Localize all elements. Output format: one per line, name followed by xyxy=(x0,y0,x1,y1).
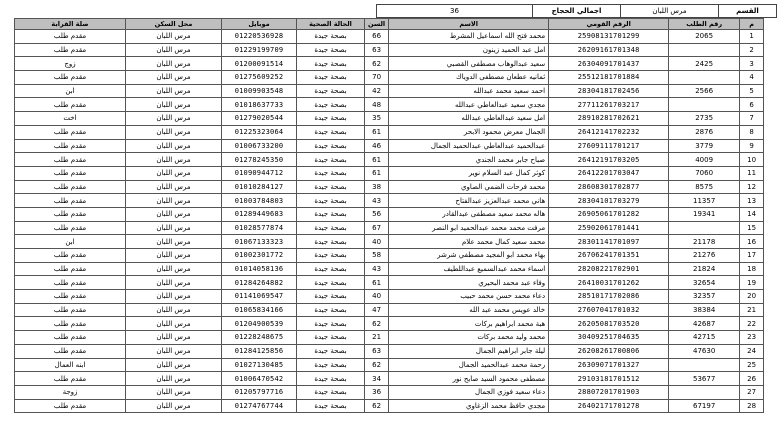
cell-national-id: 28304101703279 xyxy=(549,194,669,208)
cell-health: بصحة جيدة xyxy=(297,139,365,153)
cell-age: 35 xyxy=(365,112,389,126)
cell-mobile: 01006733200 xyxy=(222,139,297,153)
cell-national-id: 26412201703047 xyxy=(549,166,669,180)
cell-residence: مرس اللبان xyxy=(126,235,222,249)
cell-residence: مرس اللبان xyxy=(126,98,222,112)
cell-age: 61 xyxy=(365,166,389,180)
cell-residence: مرس اللبان xyxy=(126,84,222,98)
cell-national-id: 26304091701437 xyxy=(549,57,669,71)
cell-num: 4 xyxy=(740,71,764,85)
cell-request: 3779 xyxy=(669,139,740,153)
cell-relation: مقدم طلب xyxy=(15,262,126,276)
table-row xyxy=(15,98,764,112)
cell-name: عبدالحميد عبدالعاطي عبدالحميد الجمال xyxy=(389,139,549,153)
table-row xyxy=(15,30,764,44)
cell-relation: ابن xyxy=(15,235,126,249)
table-row xyxy=(15,180,764,194)
summary-bar xyxy=(376,4,777,18)
header-mobile: موبايل xyxy=(222,19,297,30)
table-row xyxy=(15,331,764,345)
dept-label: القسم xyxy=(718,5,776,17)
cell-residence: مرس اللبان xyxy=(126,139,222,153)
cell-health: بصحة جيدة xyxy=(297,372,365,386)
cell-age: 43 xyxy=(365,262,389,276)
dept-value: مرس اللبان xyxy=(620,5,718,17)
cell-age: 62 xyxy=(365,399,389,413)
cell-age: 34 xyxy=(365,372,389,386)
cell-age: 40 xyxy=(365,290,389,304)
cell-name: هاله محمد سعيد مصطفى عبدالقادر xyxy=(389,207,549,221)
cell-residence: مرس اللبان xyxy=(126,221,222,235)
cell-residence: مرس اللبان xyxy=(126,249,222,263)
cell-request: 47630 xyxy=(669,344,740,358)
cell-mobile: 01002301772 xyxy=(222,249,297,263)
cell-mobile: 01090944712 xyxy=(222,166,297,180)
cell-relation: مقدم طلب xyxy=(15,71,126,85)
cell-health: بصحة جيدة xyxy=(297,317,365,331)
cell-age: 61 xyxy=(365,153,389,167)
cell-residence: مرس اللبان xyxy=(126,276,222,290)
table-row xyxy=(15,207,764,221)
cell-num: 17 xyxy=(740,249,764,263)
cell-national-id: 26208261700806 xyxy=(549,344,669,358)
cell-health: بصحة جيدة xyxy=(297,290,365,304)
table-row xyxy=(15,303,764,317)
cell-mobile: 01275609252 xyxy=(222,71,297,85)
cell-mobile: 01014058136 xyxy=(222,262,297,276)
cell-name: ليلة جابر ابراهيم الجمال xyxy=(389,344,549,358)
cell-residence: مرس اللبان xyxy=(126,43,222,57)
cell-residence: مرس اللبان xyxy=(126,331,222,345)
cell-relation: مقدم طلب xyxy=(15,303,126,317)
cell-health: بصحة جيدة xyxy=(297,112,365,126)
cell-relation: مقدم طلب xyxy=(15,207,126,221)
table-row xyxy=(15,112,764,126)
cell-relation: زوج xyxy=(15,57,126,71)
table-row xyxy=(15,399,764,413)
cell-age: 66 xyxy=(365,30,389,44)
cell-num: 10 xyxy=(740,153,764,167)
cell-residence: مرس اللبان xyxy=(126,303,222,317)
cell-num: 25 xyxy=(740,358,764,372)
table-row xyxy=(15,43,764,57)
cell-national-id: 30409251704635 xyxy=(549,331,669,345)
cell-name: محمد فتح الله اسماعيل المشرط xyxy=(389,30,549,44)
cell-mobile: 01067133323 xyxy=(222,235,297,249)
cell-request xyxy=(669,358,740,372)
cell-num: 7 xyxy=(740,112,764,126)
cell-relation: مقدم طلب xyxy=(15,317,126,331)
table-row xyxy=(15,317,764,331)
header-age: السن xyxy=(365,19,389,30)
cell-national-id: 28304181702456 xyxy=(549,84,669,98)
cell-national-id: 28608301702877 xyxy=(549,180,669,194)
cell-mobile: 01006470542 xyxy=(222,372,297,386)
header-name: الاسم xyxy=(389,19,549,30)
cell-name: بهاء محمد ابو المجيد مصطفي شرشر xyxy=(389,249,549,263)
cell-age: 21 xyxy=(365,331,389,345)
cell-name: هبة محمد ابراهيم بركات xyxy=(389,317,549,331)
cell-mobile: 01009903548 xyxy=(222,84,297,98)
cell-health: بصحة جيدة xyxy=(297,385,365,399)
cell-num: 19 xyxy=(740,276,764,290)
table-row xyxy=(15,344,764,358)
header-national-id: الرقم القومي xyxy=(549,19,669,30)
table-header-row xyxy=(15,19,764,30)
cell-name: محمد فرحات الضمي الصاوي xyxy=(389,180,549,194)
cell-num: 5 xyxy=(740,84,764,98)
cell-num: 27 xyxy=(740,385,764,399)
cell-name: ثمانيه عطعان مصطفى الدوياك xyxy=(389,71,549,85)
cell-national-id: 26209161701348 xyxy=(549,43,669,57)
cell-num: 18 xyxy=(740,262,764,276)
cell-age: 42 xyxy=(365,84,389,98)
cell-residence: مرس اللبان xyxy=(126,71,222,85)
cell-health: بصحة جيدة xyxy=(297,71,365,85)
cell-mobile: 01284125856 xyxy=(222,344,297,358)
cell-request: 21276 xyxy=(669,249,740,263)
cell-age: 61 xyxy=(365,125,389,139)
cell-health: بصحة جيدة xyxy=(297,207,365,221)
header-relation: صلة القرابة xyxy=(15,19,126,30)
cell-num: 9 xyxy=(740,139,764,153)
cell-relation: زوجة xyxy=(15,385,126,399)
cell-relation: مقدم طلب xyxy=(15,180,126,194)
cell-num: 23 xyxy=(740,331,764,345)
cell-num: 15 xyxy=(740,221,764,235)
cell-mobile: 01204900539 xyxy=(222,317,297,331)
cell-health: بصحة جيدة xyxy=(297,303,365,317)
table-row xyxy=(15,71,764,85)
cell-health: بصحة جيدة xyxy=(297,262,365,276)
cell-name: خالد عويس محمد عبد الله xyxy=(389,303,549,317)
cell-residence: مرس اللبان xyxy=(126,344,222,358)
cell-request: 67197 xyxy=(669,399,740,413)
cell-residence: مرس اللبان xyxy=(126,112,222,126)
cell-num: 3 xyxy=(740,57,764,71)
cell-national-id: 26205081703520 xyxy=(549,317,669,331)
cell-residence: مرس اللبان xyxy=(126,194,222,208)
cell-health: بصحة جيدة xyxy=(297,43,365,57)
cell-residence: مرس اللبان xyxy=(126,180,222,194)
cell-age: 63 xyxy=(365,344,389,358)
cell-request xyxy=(669,385,740,399)
cell-mobile: 01284264882 xyxy=(222,276,297,290)
header-request: رقم الطلب xyxy=(669,19,740,30)
cell-relation: مقدم طلب xyxy=(15,166,126,180)
cell-request: 8575 xyxy=(669,180,740,194)
cell-residence: مرس اللبان xyxy=(126,372,222,386)
cell-age: 58 xyxy=(365,249,389,263)
table-row xyxy=(15,262,764,276)
cell-national-id: 25908131701299 xyxy=(549,30,669,44)
cell-residence: مرس اللبان xyxy=(126,125,222,139)
cell-mobile: 01229199709 xyxy=(222,43,297,57)
cell-relation: مقدم طلب xyxy=(15,276,126,290)
cell-relation: مقدم طلب xyxy=(15,153,126,167)
cell-name: احمد سعيد محمد عبدالله xyxy=(389,84,549,98)
cell-name: امل عبد الحميد زينون xyxy=(389,43,549,57)
total-label: اجمالي الحجاج xyxy=(532,5,620,17)
cell-mobile: 01010284127 xyxy=(222,180,297,194)
cell-num: 13 xyxy=(740,194,764,208)
cell-national-id: 26309071701327 xyxy=(549,358,669,372)
cell-residence: مرس اللبان xyxy=(126,358,222,372)
cell-national-id: 26412191703205 xyxy=(549,153,669,167)
cell-name: دعاء محمد حسن محمد حبيب xyxy=(389,290,549,304)
cell-mobile: 01003784803 xyxy=(222,194,297,208)
cell-request: 21178 xyxy=(669,235,740,249)
cell-num: 16 xyxy=(740,235,764,249)
cell-age: 62 xyxy=(365,57,389,71)
cell-health: بصحة جيدة xyxy=(297,57,365,71)
cell-name: هاني محمد عبدالعزيز عبدالفتاح xyxy=(389,194,549,208)
cell-name: امل سعيد عبدالعاطي عبدالله xyxy=(389,112,549,126)
cell-health: بصحة جيدة xyxy=(297,98,365,112)
cell-request: 53677 xyxy=(669,372,740,386)
cell-residence: مرس اللبان xyxy=(126,166,222,180)
cell-request xyxy=(669,43,740,57)
cell-request xyxy=(669,71,740,85)
cell-relation: مقدم طلب xyxy=(15,399,126,413)
cell-age: 40 xyxy=(365,235,389,249)
table-row xyxy=(15,276,764,290)
cell-residence: مرس اللبان xyxy=(126,207,222,221)
cell-national-id: 28807201701903 xyxy=(549,385,669,399)
pilgrims-table xyxy=(14,18,764,413)
cell-age: 48 xyxy=(365,98,389,112)
cell-relation: مقدم طلب xyxy=(15,43,126,57)
cell-age: 46 xyxy=(365,139,389,153)
cell-mobile: 01028577874 xyxy=(222,221,297,235)
cell-request xyxy=(669,98,740,112)
cell-num: 26 xyxy=(740,372,764,386)
cell-residence: مرس اللبان xyxy=(126,385,222,399)
cell-request: 4009 xyxy=(669,153,740,167)
cell-mobile: 01141069547 xyxy=(222,290,297,304)
cell-national-id: 25512181701884 xyxy=(549,71,669,85)
table-row xyxy=(15,290,764,304)
cell-health: بصحة جيدة xyxy=(297,221,365,235)
cell-health: بصحة جيدة xyxy=(297,30,365,44)
cell-request: 2735 xyxy=(669,112,740,126)
cell-num: 21 xyxy=(740,303,764,317)
cell-national-id: 26706241701351 xyxy=(549,249,669,263)
cell-mobile: 01200091514 xyxy=(222,57,297,71)
cell-mobile: 01225323064 xyxy=(222,125,297,139)
cell-age: 67 xyxy=(365,221,389,235)
cell-request: 42715 xyxy=(669,331,740,345)
cell-request: 2876 xyxy=(669,125,740,139)
header-num: م xyxy=(740,19,764,30)
cell-num: 11 xyxy=(740,166,764,180)
cell-mobile: 01205797716 xyxy=(222,385,297,399)
cell-request: 42687 xyxy=(669,317,740,331)
cell-request: 7060 xyxy=(669,166,740,180)
cell-national-id: 28301141701097 xyxy=(549,235,669,249)
cell-request: 21824 xyxy=(669,262,740,276)
cell-num: 1 xyxy=(740,30,764,44)
cell-num: 8 xyxy=(740,125,764,139)
cell-national-id: 25902061701441 xyxy=(549,221,669,235)
cell-health: بصحة جيدة xyxy=(297,331,365,345)
cell-request: 11357 xyxy=(669,194,740,208)
cell-name: مصطفى محمود السيد صابح نور xyxy=(389,372,549,386)
cell-relation: مقدم طلب xyxy=(15,290,126,304)
table-row xyxy=(15,385,764,399)
cell-request: 19341 xyxy=(669,207,740,221)
header-residence: محل السكن xyxy=(126,19,222,30)
cell-national-id: 28910281702621 xyxy=(549,112,669,126)
cell-relation: اخت xyxy=(15,112,126,126)
cell-relation: مقدم طلب xyxy=(15,372,126,386)
cell-num: 22 xyxy=(740,317,764,331)
table-row xyxy=(15,166,764,180)
cell-relation: مقدم طلب xyxy=(15,331,126,345)
table-row xyxy=(15,249,764,263)
cell-health: بصحة جيدة xyxy=(297,344,365,358)
cell-relation: مقدم طلب xyxy=(15,98,126,112)
cell-residence: مرس اللبان xyxy=(126,317,222,331)
cell-relation: مقدم طلب xyxy=(15,194,126,208)
cell-name: رحمة محمد عبدالحميد الجمال xyxy=(389,358,549,372)
cell-mobile: 01220536928 xyxy=(222,30,297,44)
cell-mobile: 01274767744 xyxy=(222,399,297,413)
table-body xyxy=(15,30,764,413)
total-value: 36 xyxy=(450,7,459,15)
cell-name: محمد وليد محمد بركات xyxy=(389,331,549,345)
cell-health: بصحة جيدة xyxy=(297,153,365,167)
cell-name: مجدي سعيد عبدالعاطي عبدالله xyxy=(389,98,549,112)
cell-request: 32654 xyxy=(669,276,740,290)
cell-num: 14 xyxy=(740,207,764,221)
table-row xyxy=(15,221,764,235)
table-row xyxy=(15,125,764,139)
cell-residence: مرس اللبان xyxy=(126,290,222,304)
cell-request xyxy=(669,221,740,235)
cell-health: بصحة جيدة xyxy=(297,399,365,413)
cell-mobile: 01027130485 xyxy=(222,358,297,372)
cell-relation: مقدم طلب xyxy=(15,344,126,358)
cell-residence: مرس اللبان xyxy=(126,153,222,167)
cell-age: 63 xyxy=(365,43,389,57)
cell-national-id: 27711261703217 xyxy=(549,98,669,112)
cell-national-id: 26905061701282 xyxy=(549,207,669,221)
cell-health: بصحة جيدة xyxy=(297,358,365,372)
cell-mobile: 01228248675 xyxy=(222,331,297,345)
table-row xyxy=(15,372,764,386)
cell-mobile: 01279020544 xyxy=(222,112,297,126)
cell-name: سعيد عبدالوهاب مصطفى القصبي xyxy=(389,57,549,71)
table-row xyxy=(15,153,764,167)
cell-num: 24 xyxy=(740,344,764,358)
cell-age: 36 xyxy=(365,385,389,399)
cell-request: 2065 xyxy=(669,30,740,44)
cell-name: وفاء عبد محمد البحيري xyxy=(389,276,549,290)
cell-request: 2425 xyxy=(669,57,740,71)
cell-mobile: 01289449683 xyxy=(222,207,297,221)
table-row xyxy=(15,358,764,372)
cell-num: 2 xyxy=(740,43,764,57)
cell-name: الجمال معرض محمود الابحر xyxy=(389,125,549,139)
cell-num: 20 xyxy=(740,290,764,304)
cell-age: 38 xyxy=(365,180,389,194)
cell-national-id: 26412141702232 xyxy=(549,125,669,139)
cell-relation: مقدم طلب xyxy=(15,221,126,235)
cell-national-id: 28208221702901 xyxy=(549,262,669,276)
cell-age: 61 xyxy=(365,276,389,290)
cell-national-id: 27607041701032 xyxy=(549,303,669,317)
cell-health: بصحة جيدة xyxy=(297,276,365,290)
table-row xyxy=(15,57,764,71)
cell-name: كوثر كمال عبد السلام نوير xyxy=(389,166,549,180)
cell-relation: ابنه العمال xyxy=(15,358,126,372)
cell-health: بصحة جيدة xyxy=(297,125,365,139)
table-row xyxy=(15,194,764,208)
cell-residence: مرس اللبان xyxy=(126,399,222,413)
cell-name: اسماء محمد عبدالسميع عبداللطيف xyxy=(389,262,549,276)
cell-name: صباح جابر محمد الجندي xyxy=(389,153,549,167)
cell-national-id: 27609111701217 xyxy=(549,139,669,153)
cell-national-id: 29103181701512 xyxy=(549,372,669,386)
cell-relation: مقدم طلب xyxy=(15,30,126,44)
cell-relation: مقدم طلب xyxy=(15,139,126,153)
header-health: الحالة الصحية xyxy=(297,19,365,30)
cell-name: محمد سعيد كمال محمد علام xyxy=(389,235,549,249)
cell-health: بصحة جيدة xyxy=(297,194,365,208)
cell-mobile: 01018637733 xyxy=(222,98,297,112)
cell-request: 32357 xyxy=(669,290,740,304)
cell-residence: مرس اللبان xyxy=(126,30,222,44)
cell-health: بصحة جيدة xyxy=(297,166,365,180)
cell-residence: مرس اللبان xyxy=(126,262,222,276)
cell-relation: مقدم طلب xyxy=(15,249,126,263)
table-row xyxy=(15,139,764,153)
cell-num: 6 xyxy=(740,98,764,112)
cell-relation: ابن xyxy=(15,84,126,98)
cell-name: مجدي حافظ محمد الزغاوي xyxy=(389,399,549,413)
cell-residence: مرس اللبان xyxy=(126,57,222,71)
cell-request: 2566 xyxy=(669,84,740,98)
cell-mobile: 01065834166 xyxy=(222,303,297,317)
cell-age: 62 xyxy=(365,358,389,372)
cell-name: دعاء سعيد فوزي الجمال xyxy=(389,385,549,399)
cell-num: 12 xyxy=(740,180,764,194)
cell-mobile: 01278245350 xyxy=(222,153,297,167)
cell-num: 28 xyxy=(740,399,764,413)
cell-relation: مقدم طلب xyxy=(15,125,126,139)
cell-national-id: 26410031701262 xyxy=(549,276,669,290)
cell-national-id: 26402171701278 xyxy=(549,399,669,413)
cell-age: 43 xyxy=(365,194,389,208)
table-row xyxy=(15,235,764,249)
cell-health: بصحة جيدة xyxy=(297,84,365,98)
cell-age: 62 xyxy=(365,317,389,331)
table-row xyxy=(15,84,764,98)
cell-request: 38384 xyxy=(669,303,740,317)
cell-age: 56 xyxy=(365,207,389,221)
cell-national-id: 28510171702086 xyxy=(549,290,669,304)
cell-health: بصحة جيدة xyxy=(297,249,365,263)
cell-age: 47 xyxy=(365,303,389,317)
cell-health: بصحة جيدة xyxy=(297,180,365,194)
cell-age: 70 xyxy=(365,71,389,85)
cell-health: بصحة جيدة xyxy=(297,235,365,249)
cell-name: مرفت محمد محمد عبدالحميد ابو النصر xyxy=(389,221,549,235)
